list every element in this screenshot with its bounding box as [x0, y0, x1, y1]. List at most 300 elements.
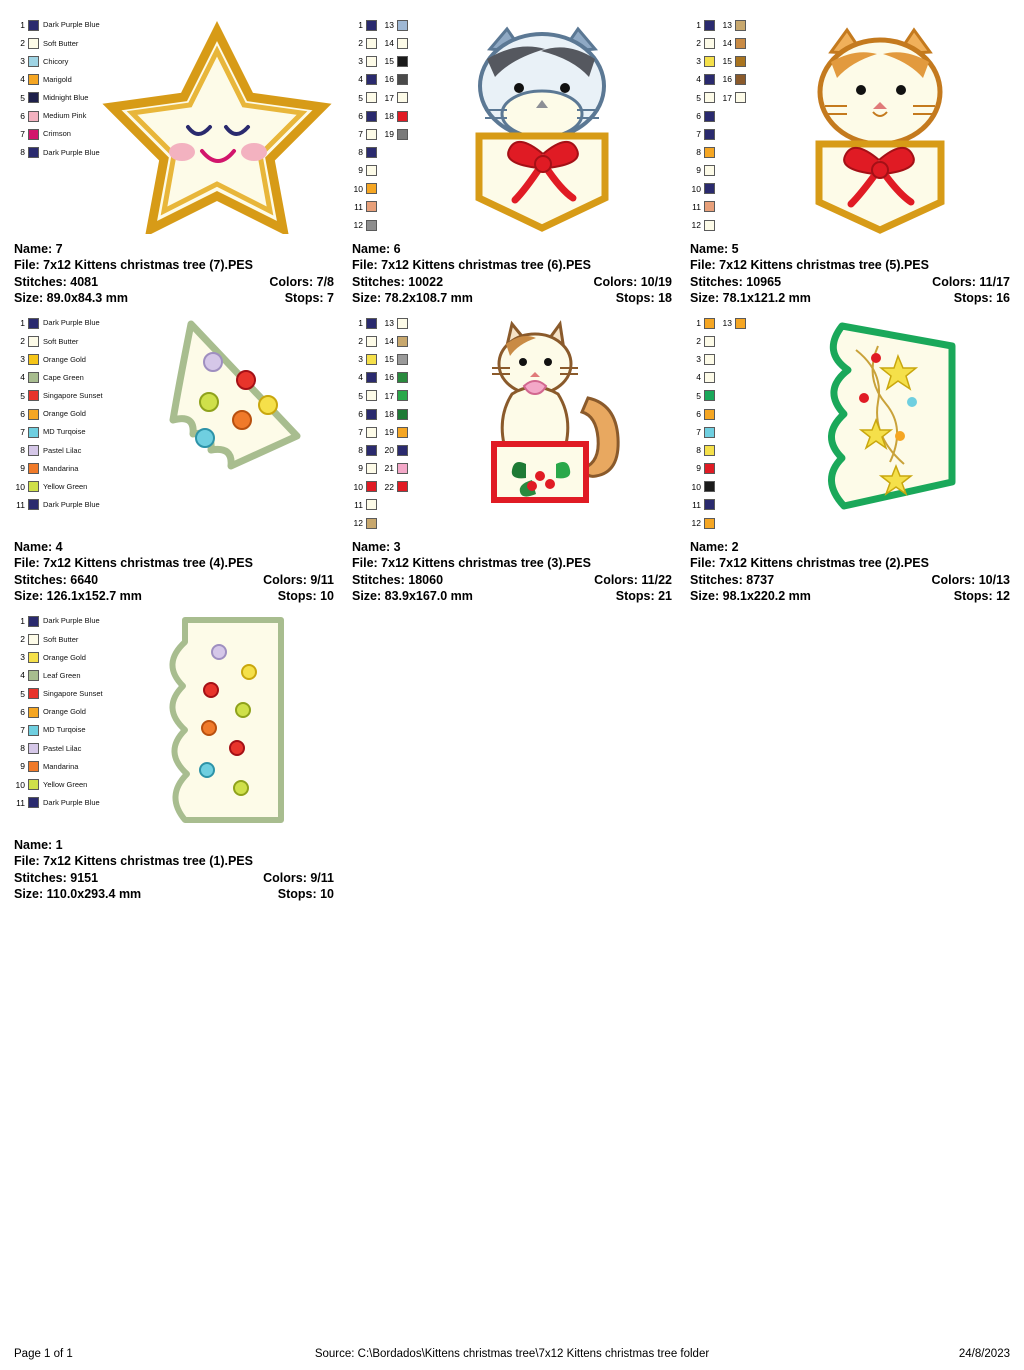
design-colors: Colors: 10/13 — [931, 572, 1010, 587]
design-stitches: Stitches: 8737 — [690, 572, 775, 587]
legend-index: 10 — [691, 183, 701, 194]
color-swatch — [397, 129, 408, 140]
color-swatch — [366, 92, 377, 103]
design-stops: Stops: 16 — [953, 290, 1010, 305]
color-name: MD Turqoise — [43, 427, 86, 437]
color-swatch — [366, 129, 377, 140]
legend-row — [352, 198, 381, 216]
legend-row — [690, 216, 719, 234]
legend-row — [14, 441, 103, 459]
design-file: File: 7x12 Kittens christmas tree (5).PES — [690, 258, 929, 273]
color-name: Cape Green — [43, 372, 84, 382]
color-swatch — [704, 220, 715, 231]
legend-row — [352, 125, 381, 143]
design-preview-area — [14, 14, 334, 239]
color-swatch — [28, 38, 39, 49]
design-preview-area — [14, 610, 334, 835]
legend-index: 11 — [16, 499, 25, 510]
legend-row — [383, 460, 412, 478]
color-name: Midnight Blue — [43, 93, 89, 103]
color-swatch — [28, 797, 39, 808]
legend-row — [690, 460, 719, 478]
design-file: File: 7x12 Kittens christmas tree (4).PES — [14, 556, 253, 571]
legend-index: 18 — [384, 408, 394, 419]
color-swatch — [397, 336, 408, 347]
color-swatch — [366, 56, 377, 67]
color-name: Mandarina — [43, 463, 79, 473]
design-artwork — [750, 14, 1010, 239]
legend-row — [14, 350, 103, 368]
color-swatch — [704, 445, 715, 456]
color-swatch — [28, 463, 39, 474]
legend-row — [352, 460, 381, 478]
legend-row — [14, 423, 103, 441]
design-stitches: Stitches: 10965 — [690, 274, 782, 289]
color-swatch — [28, 318, 39, 329]
design-cell — [14, 312, 334, 604]
legend-row — [352, 369, 381, 387]
color-name: Dark Purple Blue — [43, 500, 100, 510]
legend-row — [352, 332, 381, 350]
color-swatch — [28, 445, 39, 456]
legend-index: 7 — [696, 426, 701, 437]
color-swatch — [735, 56, 746, 67]
legend-index: 5 — [20, 390, 25, 401]
design-stops: Stops: 10 — [277, 886, 334, 901]
color-swatch — [366, 372, 377, 383]
design-artwork — [750, 312, 1010, 537]
color-swatch — [704, 129, 715, 140]
legend-index: 7 — [20, 724, 25, 735]
legend-row — [690, 180, 719, 198]
color-swatch — [28, 652, 39, 663]
legend-index: 4 — [358, 372, 363, 383]
color-swatch — [28, 111, 39, 122]
legend-row — [14, 16, 100, 34]
legend-index: 3 — [20, 56, 25, 67]
color-name: Orange Gold — [43, 354, 86, 364]
color-legend — [352, 14, 412, 234]
design-size: Size: 89.0x84.3 mm — [14, 290, 128, 305]
legend-index: 15 — [722, 56, 732, 67]
color-swatch — [397, 463, 408, 474]
legend-row — [352, 52, 381, 70]
legend-index: 6 — [20, 706, 25, 717]
legend-row — [352, 16, 381, 34]
legend-index: 3 — [20, 652, 25, 663]
legend-index: 2 — [358, 336, 363, 347]
legend-index: 5 — [20, 688, 25, 699]
legend-row — [14, 387, 103, 405]
color-swatch — [366, 445, 377, 456]
legend-index: 13 — [722, 317, 732, 328]
legend-index: 8 — [358, 445, 363, 456]
legend-row — [383, 52, 412, 70]
legend-index: 10 — [15, 481, 25, 492]
color-name: Dark Purple Blue — [43, 798, 100, 808]
color-swatch — [704, 518, 715, 529]
legend-row — [690, 143, 719, 161]
design-cell — [352, 312, 672, 604]
design-size: Size: 78.1x121.2 mm — [690, 290, 811, 305]
color-name: Marigold — [43, 74, 72, 84]
legend-index: 2 — [20, 336, 25, 347]
legend-row — [690, 314, 719, 332]
legend-index: 9 — [696, 463, 701, 474]
legend-row — [14, 460, 103, 478]
legend-row — [383, 350, 412, 368]
legend-row — [690, 387, 719, 405]
color-swatch — [704, 372, 715, 383]
color-swatch — [397, 481, 408, 492]
color-swatch — [704, 183, 715, 194]
legend-index: 13 — [384, 317, 394, 328]
legend-index: 2 — [20, 634, 25, 645]
color-swatch — [28, 74, 39, 85]
color-swatch — [397, 92, 408, 103]
legend-index: 11 — [354, 201, 363, 212]
legend-index: 6 — [358, 408, 363, 419]
legend-row — [721, 16, 750, 34]
legend-row — [352, 514, 381, 532]
design-name: Name: 3 — [352, 540, 401, 554]
color-swatch — [397, 20, 408, 31]
color-name: Crimson — [43, 129, 71, 139]
legend-index: 8 — [20, 445, 25, 456]
color-swatch — [366, 165, 377, 176]
legend-row — [352, 107, 381, 125]
legend-index: 6 — [696, 408, 701, 419]
color-swatch — [704, 481, 715, 492]
legend-row — [14, 739, 103, 757]
color-swatch — [366, 220, 377, 231]
legend-index: 8 — [20, 743, 25, 754]
legend-index: 1 — [20, 615, 25, 626]
legend-row — [383, 387, 412, 405]
legend-index: 4 — [20, 74, 25, 85]
design-artwork — [100, 14, 334, 239]
color-legend — [14, 610, 103, 812]
legend-row — [352, 89, 381, 107]
legend-index: 2 — [696, 38, 701, 49]
design-stitches: Stitches: 4081 — [14, 274, 99, 289]
color-swatch — [704, 390, 715, 401]
color-swatch — [366, 499, 377, 510]
color-swatch — [397, 427, 408, 438]
color-swatch — [397, 111, 408, 122]
design-colors: Colors: 9/11 — [263, 870, 334, 885]
legend-index: 15 — [384, 354, 394, 365]
legend-index: 19 — [384, 128, 394, 139]
legend-index: 10 — [15, 779, 25, 790]
color-swatch — [366, 201, 377, 212]
design-stops: Stops: 12 — [953, 588, 1010, 603]
legend-row — [14, 143, 100, 161]
legend-index: 14 — [384, 336, 394, 347]
color-name: Pastel Lilac — [43, 445, 82, 455]
legend-index: 10 — [353, 481, 363, 492]
design-grid — [14, 14, 1010, 902]
color-swatch — [397, 372, 408, 383]
legend-index: 6 — [696, 110, 701, 121]
legend-row — [14, 496, 103, 514]
color-swatch — [704, 499, 715, 510]
design-cell — [14, 610, 334, 902]
legend-row — [352, 496, 381, 514]
legend-row — [690, 350, 719, 368]
legend-index: 21 — [384, 463, 394, 474]
legend-index: 6 — [20, 110, 25, 121]
color-swatch — [28, 481, 39, 492]
color-swatch — [735, 318, 746, 329]
color-swatch — [366, 38, 377, 49]
legend-row — [14, 369, 103, 387]
legend-row — [352, 143, 381, 161]
design-name: Name: 7 — [14, 242, 63, 256]
design-artwork — [412, 312, 672, 537]
legend-row — [690, 405, 719, 423]
legend-row — [352, 180, 381, 198]
legend-index: 1 — [358, 317, 363, 328]
design-preview-area — [352, 312, 672, 537]
color-swatch — [704, 111, 715, 122]
legend-row — [383, 107, 412, 125]
color-swatch — [28, 92, 39, 103]
legend-row — [383, 405, 412, 423]
design-file: File: 7x12 Kittens christmas tree (1).PES — [14, 854, 253, 869]
color-name: Soft Butter — [43, 336, 79, 346]
color-swatch — [704, 56, 715, 67]
legend-row — [690, 198, 719, 216]
legend-index: 4 — [20, 670, 25, 681]
color-name: Singapore Sunset — [43, 689, 103, 699]
color-swatch — [704, 318, 715, 329]
color-swatch — [28, 409, 39, 420]
legend-row — [721, 34, 750, 52]
legend-index: 11 — [692, 201, 701, 212]
color-swatch — [704, 427, 715, 438]
color-swatch — [366, 427, 377, 438]
legend-index: 19 — [384, 426, 394, 437]
color-name: Orange Gold — [43, 409, 86, 419]
color-name: MD Turqoise — [43, 725, 86, 735]
legend-row — [352, 423, 381, 441]
design-info — [14, 239, 334, 306]
legend-index: 22 — [384, 481, 394, 492]
legend-index: 6 — [20, 408, 25, 419]
page-footer — [0, 1348, 1024, 1360]
legend-row — [383, 71, 412, 89]
legend-index: 8 — [358, 147, 363, 158]
design-stitches: Stitches: 10022 — [352, 274, 444, 289]
color-name: Yellow Green — [43, 482, 88, 492]
color-swatch — [366, 354, 377, 365]
color-legend — [14, 14, 100, 162]
legend-index: 3 — [358, 56, 363, 67]
legend-index: 3 — [358, 354, 363, 365]
color-swatch — [28, 499, 39, 510]
color-swatch — [366, 390, 377, 401]
design-artwork — [103, 610, 334, 835]
color-swatch — [366, 518, 377, 529]
color-swatch — [397, 409, 408, 420]
design-preview-area — [690, 312, 1010, 537]
legend-row — [383, 441, 412, 459]
color-swatch — [28, 743, 39, 754]
legend-row — [14, 71, 100, 89]
legend-row — [14, 758, 103, 776]
design-preview-area — [352, 14, 672, 239]
legend-index: 1 — [696, 19, 701, 30]
color-name: Medium Pink — [43, 111, 87, 121]
legend-row — [14, 667, 103, 685]
color-swatch — [366, 409, 377, 420]
color-swatch — [366, 147, 377, 158]
color-swatch — [28, 670, 39, 681]
legend-row — [690, 369, 719, 387]
legend-index: 1 — [696, 317, 701, 328]
legend-row — [690, 423, 719, 441]
color-swatch — [28, 20, 39, 31]
legend-row — [14, 34, 100, 52]
legend-index: 5 — [696, 390, 701, 401]
color-swatch — [366, 481, 377, 492]
design-file: File: 7x12 Kittens christmas tree (7).PES — [14, 258, 253, 273]
legend-row — [14, 405, 103, 423]
legend-row — [690, 125, 719, 143]
legend-row — [690, 107, 719, 125]
legend-index: 4 — [358, 74, 363, 85]
legend-index: 4 — [696, 74, 701, 85]
color-swatch — [704, 38, 715, 49]
legend-index: 13 — [384, 19, 394, 30]
design-name: Name: 4 — [14, 540, 63, 554]
legend-row — [383, 478, 412, 496]
legend-index: 5 — [358, 390, 363, 401]
color-swatch — [735, 20, 746, 31]
color-name: Soft Butter — [43, 38, 79, 48]
legend-row — [383, 34, 412, 52]
design-artwork — [412, 14, 672, 239]
color-swatch — [397, 354, 408, 365]
legend-row — [352, 441, 381, 459]
legend-index: 16 — [384, 74, 394, 85]
design-info — [352, 239, 672, 306]
color-swatch — [704, 336, 715, 347]
legend-index: 12 — [691, 219, 701, 230]
legend-row — [690, 16, 719, 34]
legend-index: 5 — [696, 92, 701, 103]
legend-row — [14, 685, 103, 703]
legend-index: 11 — [692, 499, 701, 510]
legend-row — [14, 314, 103, 332]
legend-row — [383, 369, 412, 387]
design-info — [14, 835, 334, 902]
legend-index: 9 — [696, 165, 701, 176]
design-size: Size: 110.0x293.4 mm — [14, 886, 142, 901]
design-stops: Stops: 10 — [277, 588, 334, 603]
color-swatch — [28, 390, 39, 401]
legend-index: 9 — [20, 463, 25, 474]
color-swatch — [28, 147, 39, 158]
legend-row — [352, 216, 381, 234]
legend-index: 12 — [353, 219, 363, 230]
color-name: Chicory — [43, 56, 69, 66]
legend-row — [352, 71, 381, 89]
legend-index: 3 — [20, 354, 25, 365]
design-cell — [352, 14, 672, 306]
legend-row — [14, 478, 103, 496]
color-legend — [690, 14, 750, 234]
design-name: Name: 2 — [690, 540, 739, 554]
legend-index: 7 — [20, 426, 25, 437]
legend-row — [383, 16, 412, 34]
design-file: File: 7x12 Kittens christmas tree (3).PES — [352, 556, 591, 571]
design-size: Size: 98.1x220.2 mm — [690, 588, 811, 603]
legend-index: 9 — [358, 165, 363, 176]
legend-row — [14, 648, 103, 666]
color-swatch — [366, 20, 377, 31]
legend-index: 17 — [384, 390, 394, 401]
color-swatch — [397, 38, 408, 49]
legend-index: 5 — [358, 92, 363, 103]
legend-row — [721, 71, 750, 89]
color-name: Dark Purple Blue — [43, 20, 100, 30]
design-info — [690, 537, 1010, 604]
design-colors: Colors: 7/8 — [269, 274, 334, 289]
design-file: File: 7x12 Kittens christmas tree (6).PES — [352, 258, 591, 273]
legend-row — [383, 423, 412, 441]
color-name: Yellow Green — [43, 780, 88, 790]
legend-index: 6 — [358, 110, 363, 121]
legend-row — [721, 89, 750, 107]
color-swatch — [28, 616, 39, 627]
color-swatch — [28, 129, 39, 140]
legend-row — [690, 441, 719, 459]
legend-row — [690, 332, 719, 350]
design-name: Name: 5 — [690, 242, 739, 256]
design-info — [690, 239, 1010, 306]
design-name: Name: 6 — [352, 242, 401, 256]
legend-index: 1 — [20, 19, 25, 30]
design-colors: Colors: 10/19 — [593, 274, 672, 289]
legend-row — [690, 478, 719, 496]
color-swatch — [28, 354, 39, 365]
legend-index: 2 — [20, 38, 25, 49]
legend-index: 3 — [696, 354, 701, 365]
legend-row — [383, 125, 412, 143]
legend-row — [14, 794, 103, 812]
legend-row — [352, 314, 381, 332]
legend-index: 2 — [358, 38, 363, 49]
legend-index: 12 — [353, 517, 363, 528]
legend-index: 13 — [722, 19, 732, 30]
color-legend — [14, 312, 103, 514]
design-stitches: Stitches: 18060 — [352, 572, 444, 587]
legend-row — [352, 405, 381, 423]
color-swatch — [704, 92, 715, 103]
legend-index: 2 — [696, 336, 701, 347]
color-name: Mandarina — [43, 761, 79, 771]
legend-index: 9 — [358, 463, 363, 474]
legend-index: 4 — [20, 372, 25, 383]
color-swatch — [397, 56, 408, 67]
color-swatch — [704, 147, 715, 158]
color-name: Dark Purple Blue — [43, 318, 100, 328]
design-stops: Stops: 21 — [615, 588, 672, 603]
color-swatch — [366, 111, 377, 122]
design-size: Size: 83.9x167.0 mm — [352, 588, 473, 603]
